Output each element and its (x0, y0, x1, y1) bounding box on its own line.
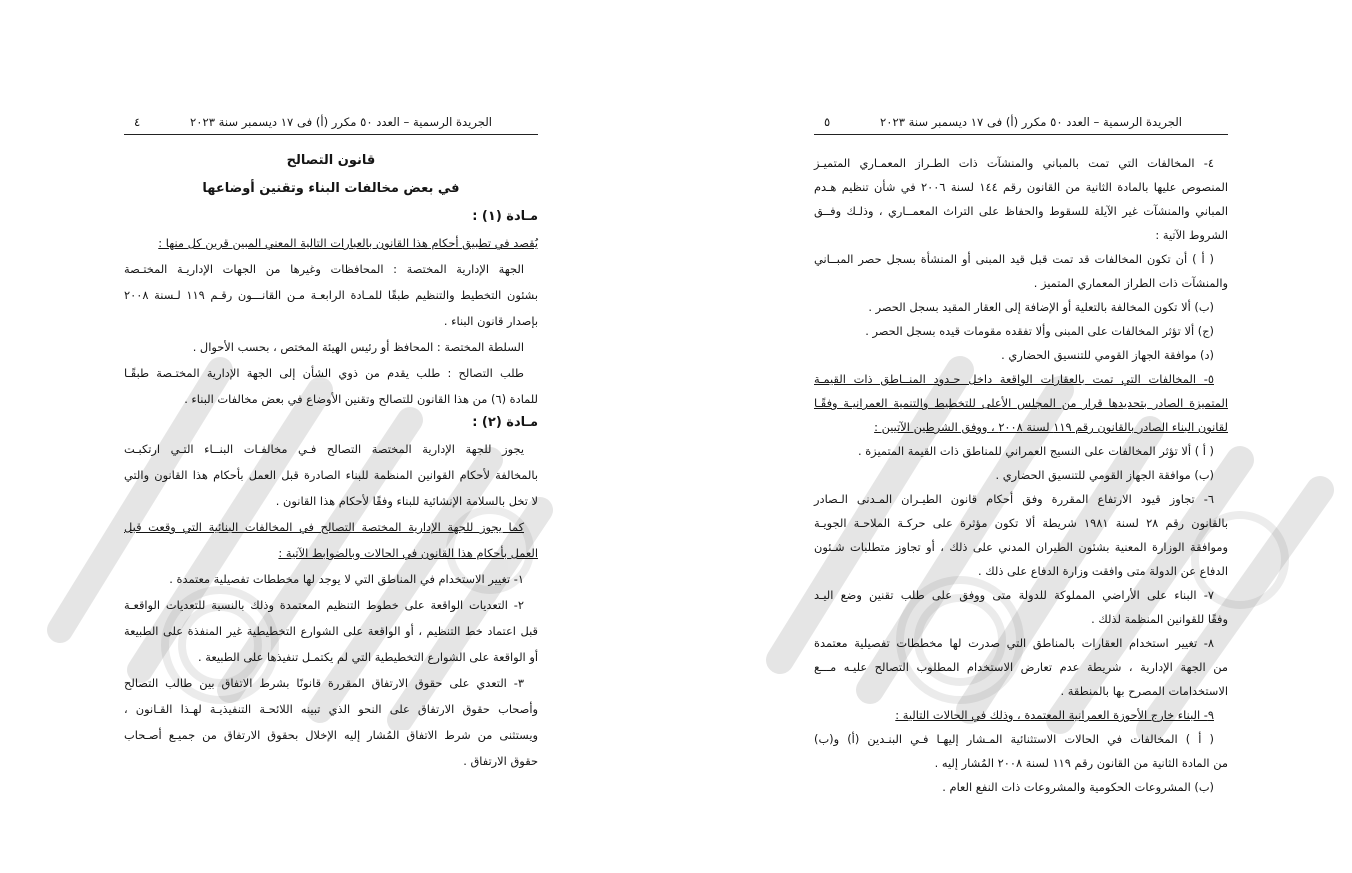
right-line: والمنشآت ذات الطراز المعماري المتميز . (1033, 276, 1228, 290)
article-2-heading: مـادة (٢) : (472, 415, 538, 430)
right-line: لقانون البناء الصادر بالقانون رقم ١١٩ لسنة ٢٠٠٨ ، ووفق الشرطين الآتيين : (874, 420, 1228, 434)
left-line: يُقصد في تطبيق أحكام هذا القانون بالعبارات التالية المعني المبين قرين كل منها : (158, 236, 538, 250)
left-line: حقوق الارتفاق . (463, 754, 538, 768)
left-page-header (124, 112, 538, 135)
right-line: (ب) المشروعات الحكومية والمشروعات ذات النفع العام . (942, 780, 1214, 794)
left-header-title: الجريدة الرسمية – العدد ٥٠ مكرر (أ) فى ١٧ ديسمبر سنة ٢٠٢٣ (190, 115, 492, 129)
right-line: ( أ ) ألا تؤثر المخالفات على النسيج العمراني للمناطق ذات القيمة المتميزة . (857, 444, 1214, 458)
right-line: ( أ ) أن تكون المخالفات قد تمت قبل قيد المبنى أو المنشأة بسجل حصر المبــاني (814, 252, 1214, 266)
left-line: السلطة المختصة : المحافظ أو رئيس الهيئة المختص ، بحسب الأحوال . (192, 340, 524, 354)
left-line: بالمخالفة لأحكام القوانين المنظمة للبناء الصادرة قبل العمل بأحكام هذا القانون والتي (124, 468, 538, 482)
right-line: (ب) ألا تكون المخالفة بالتعلية أو الإضافة إلى العقار المقيد بسجل الحصر . (868, 300, 1214, 314)
left-line: وأصحاب حقوق الارتفاق على النحو الذي تبينه اللائحـة التنفيذيـة لهـذا القـانون ، (124, 702, 538, 716)
right-line: (ج) ألا تؤثر المخالفات على المبنى وألا تفقده مقومات قيده بسجل الحصر . (865, 324, 1214, 338)
right-line: ٧- البناء على الأراضي المملوكة للدولة متى ووفق على طلب تقنين وضع اليـد (814, 588, 1214, 602)
left-line: أو الواقعة على الشوارع التخطيطية التي لم يكتمـل تنفيذها على الطبيعة . (198, 650, 538, 664)
left-line: ٣- التعدي على حقوق الارتفاق المقررة قانونًا بشرط الاتفاق بين طالب التصالح (124, 676, 524, 690)
article-1-heading: مـادة (١) : (472, 209, 538, 224)
right-line: الشروط الآتية : (1155, 228, 1228, 242)
right-line: المنصوص عليها بالمادة الثانية من القانون رقم ١٤٤ لسنة ٢٠٠٦ في شأن تنظيم هـدم (814, 180, 1228, 194)
right-line: وفقًا للقوانين المنظمة لذلك . (1091, 612, 1228, 626)
left-page (124, 112, 538, 772)
left-line: بشئون التخطيط والتنظيم طبقًا للمـادة الرابعـة مـن القانـــون رقـم ١١٩ لـسنة ٢٠٠٨ (124, 288, 538, 302)
right-line: (د) موافقة الجهاز القومي للتنسيق الحضاري . (1001, 348, 1214, 362)
right-line: (ب) موافقة الجهاز القومي للتنسيق الحضاري . (995, 468, 1214, 482)
left-line: ١- تغيير الاستخدام في المناطق التي لا يوجد لها مخططات تفصيلية معتمدة . (169, 572, 524, 586)
left-line: كما يجوز للجهة الإدارية المختصة التصالح في المخالفات البنائية التي وقعت قبل (124, 520, 524, 534)
left-line: ويستثنى من شرط الاتفاق المُشار إليه الإخلال بحقوق الارتفاق من جميـع أصـحاب (124, 728, 538, 742)
left-line: قبل اعتماد خط التنظيم ، أو الواقعة على الشوارع التخطيطية غير المنفذة على الطبيعة (124, 624, 538, 638)
right-line: من الجهة الإدارية ، شريطة عدم تعارض الاستخدام المطلوب التصالح عليـه مـــع (814, 660, 1228, 674)
right-line: المباني والمنشآت غير الآيلة للسقوط والحفاظ على التراث المعمــاري ، وذلـك وفــق (814, 204, 1228, 218)
right-line: ٥- المخالفات التي تمت بالعقارات الواقعة داخل حـدود المنــاطق ذات القيمـة (814, 372, 1214, 386)
right-line: من المادة الثانية من القانون رقم ١١٩ لسنة ٢٠٠٨ المُشار إليه . (934, 756, 1228, 770)
left-line: ٢- التعديات الواقعة على خطوط التنظيم المعتمدة وذلك بالنسبة للتعديات الواقعـة (124, 598, 524, 612)
left-line: يجوز للجهة الإدارية المختصة التصالح فـي مخالفـات البنــاء التـي ارتكبـت (124, 442, 524, 456)
right-line: الدفاع عن الدولة متى وافقت وزارة الدفاع على ذلك . (978, 564, 1228, 578)
left-line: لا تخل بالسلامة الإنشائية للبناء وفقًا لأحكام هذا القانون . (275, 494, 538, 508)
right-page-number: ٥ (824, 115, 831, 129)
right-header-title: الجريدة الرسمية – العدد ٥٠ مكرر (أ) فى ١٧ ديسمبر سنة ٢٠٢٣ (880, 115, 1182, 129)
left-page-number: ٤ (134, 115, 141, 129)
left-line: الجهة الإدارية المختصة : المحافظات وغيرها من الجهات الإداريـة المختـصة (124, 262, 524, 276)
right-line: المتميزة الصادر بتحديدها قرار من المجلس الأعلى للتخطيط والتنمية العمرانيـة وفقًـا (814, 396, 1228, 410)
right-line: ٨- تغيير استخدام العقارات بالمناطق التي صدرت لها مخططات تفصيلية معتمدة (814, 636, 1214, 650)
right-line: وموافقة الوزارة المعنية بشئون الطيران المدني على ذلك ، أو تجاوز متطلبات شـئون (814, 540, 1228, 554)
right-line: ٦- تجاوز قيود الارتفاع المقررة وفق أحكام قانون الطيـران المـدنى الـصادر (814, 492, 1214, 506)
right-line: الاستخدامات المصرح بها بالمنطقة . (1060, 684, 1228, 698)
right-line: ٤- المخالفات التي تمت بالمباني والمنشآت ذات الطـراز المعمـاري المتميـز (814, 156, 1214, 170)
left-line: طلب التصالح : طلب يقدم من ذوي الشأن إلى الجهة الإدارية المختـصة طبقًـا (124, 366, 524, 380)
left-line: بإصدار قانون البناء . (443, 314, 538, 328)
right-page (814, 112, 1228, 792)
law-subtitle: في بعض مخالفات البناء وتقنين أوضاعها (202, 181, 460, 196)
right-line: ( أ ) المخالفات في الحالات الاستثنائية المـشار إليهـا فـي البنـدين (أ) و(ب) (814, 732, 1214, 746)
right-line: ٩- البناء خارج الأحوزة العمرانية المعتمدة ، وذلك في الحالات التالية : (895, 708, 1214, 722)
left-line: للمادة (٦) من هذا القانون للتصالح وتقنين الأوضاع في بعض مخالفات البناء . (184, 392, 538, 406)
right-line: بالقانون رقم ٢٨ لسنة ١٩٨١ شريطة ألا تكون مؤثرة على حركـة الملاحـة الجويـة (814, 516, 1228, 530)
left-line: العمل بأحكام هذا القانون في الحالات وبالضوابط الآتية : (278, 546, 538, 560)
right-page-header (814, 112, 1228, 135)
law-title: قانون التصالح (286, 153, 376, 168)
